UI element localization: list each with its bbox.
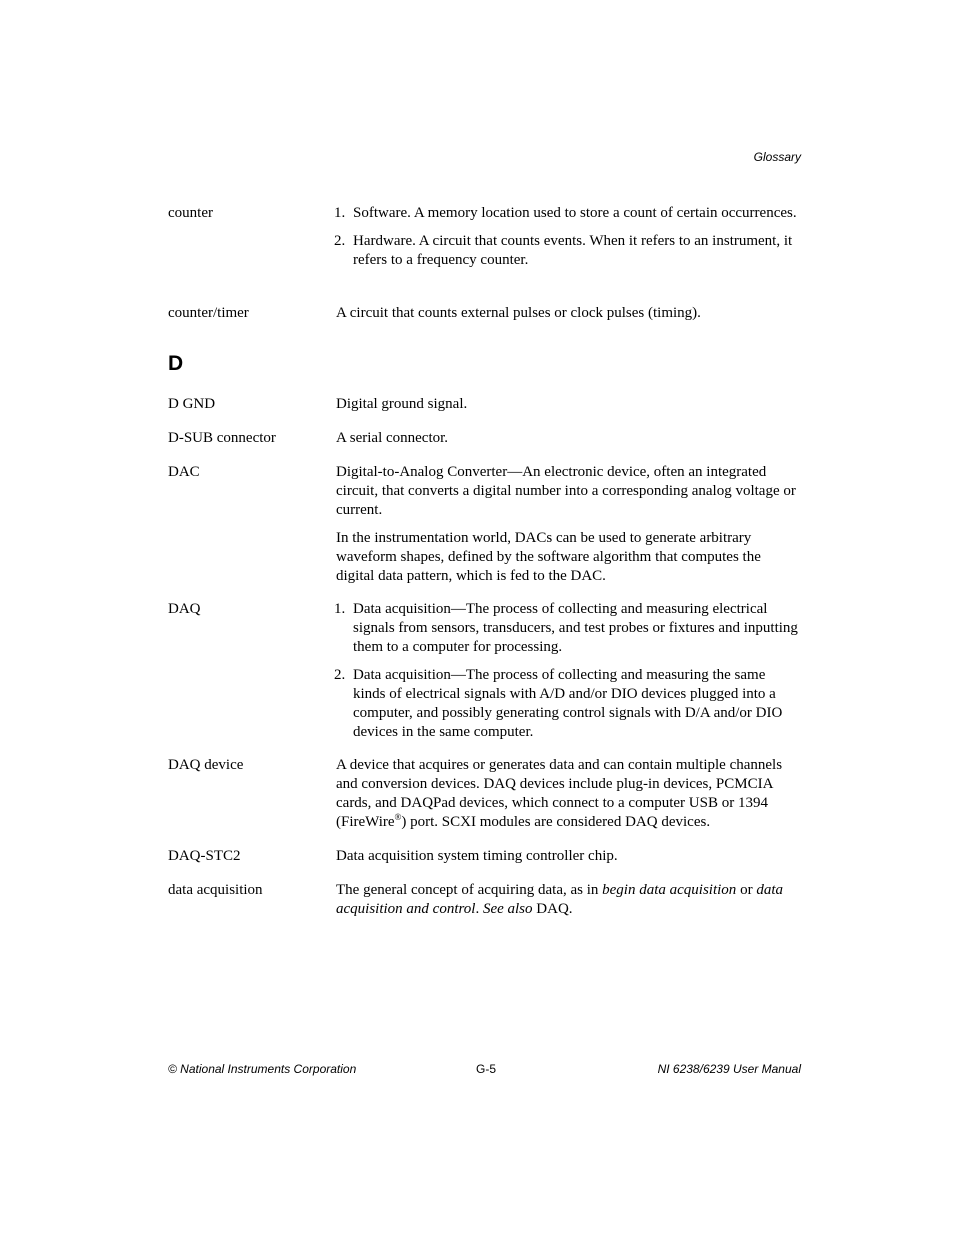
definition-text: Data acquisition system timing controller chip. [336, 848, 618, 864]
section-heading-d: D [168, 352, 184, 375]
glossary-term: counter [168, 205, 213, 221]
glossary-term: DAQ device [168, 757, 244, 773]
definition-text: Data acquisition—The process of collecting and measuring electrical signals from sensors, transducers, and test probes or fixtures and inputting them to a computer for processing. [353, 601, 798, 655]
italic-phrase: data acquisition and control [336, 882, 783, 917]
definition-list-item [336, 666, 801, 742]
glossary-definition [336, 395, 801, 423]
list-number: 2. [334, 667, 346, 683]
definition-text-part: The general concept of acquiring data, as in [336, 882, 603, 898]
glossary-term: data acquisition [168, 882, 263, 898]
definition-text [336, 756, 801, 832]
definition-list-item [336, 232, 801, 270]
definition-text: Software. A memory location used to store a count of certain occurrences. [353, 205, 797, 221]
glossary-definition [336, 600, 801, 751]
definition-text-part: A device that acquires or generates data and can contain multiple channels and conversion devices. DAQ devices include plug-in devices, PCMCIA cards, and DAQPad devices, which connect to a computer USB or 1394 (FireWire [336, 757, 783, 830]
list-number: 2. [334, 233, 346, 249]
page-footer [168, 1062, 801, 1078]
running-header: Glossary [753, 150, 801, 164]
italic-phrase: begin data acquisition [602, 882, 737, 898]
glossary-definition [336, 881, 801, 928]
definition-list-item [336, 600, 801, 657]
definition-paragraph: In the instrumentation world, DACs can be used to generate arbitrary waveform shapes, defined by the software algorithm that computes the digital data pattern, which is fed to the DAC. [336, 530, 761, 584]
glossary-term: DAC [168, 464, 200, 480]
footer-copyright: © National Instruments Corporation [168, 1062, 357, 1076]
definition-text: Hardware. A circuit that counts events. When it refers to an instrument, it refers to a frequency counter. [353, 233, 793, 268]
definition-text: A serial connector. [336, 430, 449, 446]
footer-manual-title: NI 6238/6239 User Manual [657, 1062, 801, 1076]
see-also-label: See also [482, 901, 533, 917]
glossary-term: D GND [168, 396, 216, 412]
glossary-definition [336, 429, 801, 457]
glossary-definition [336, 304, 801, 332]
glossary-definition [336, 847, 801, 875]
glossary-definition [336, 463, 801, 595]
glossary-definition [336, 756, 801, 841]
list-number: 1. [334, 601, 346, 617]
glossary-term: D-SUB connector [168, 430, 276, 446]
definition-text [336, 881, 801, 919]
list-number: 1. [334, 205, 346, 221]
glossary-term: DAQ [168, 601, 201, 617]
cross-reference: DAQ. [532, 901, 573, 917]
definition-list-item [336, 204, 801, 223]
glossary-term: counter/timer [168, 305, 249, 321]
glossary-term: DAQ-STC2 [168, 848, 241, 864]
definition-text-part: . [475, 901, 483, 917]
definition-text: Digital ground signal. [336, 396, 468, 412]
definition-text-part: or [736, 882, 757, 898]
definition-paragraph: Digital-to-Analog Converter—An electronic device, often an integrated circuit, that converts a digital number into a corresponding analog voltage or current. [336, 464, 796, 518]
glossary-definition [336, 204, 801, 279]
definition-text: Data acquisition—The process of collecting and measuring the same kinds of electrical signals with A/D and/or DIO devices plugged into a computer, and possibly generating control signals with D/A and/or DIO devices in the same computer. [353, 667, 783, 740]
definition-text-part: ) port. SCXI modules are considered DAQ devices. [401, 814, 711, 830]
registered-mark: ® [394, 812, 402, 822]
definition-text: A circuit that counts external pulses or clock pulses (timing). [336, 305, 701, 321]
page-number: G-5 [476, 1062, 497, 1076]
